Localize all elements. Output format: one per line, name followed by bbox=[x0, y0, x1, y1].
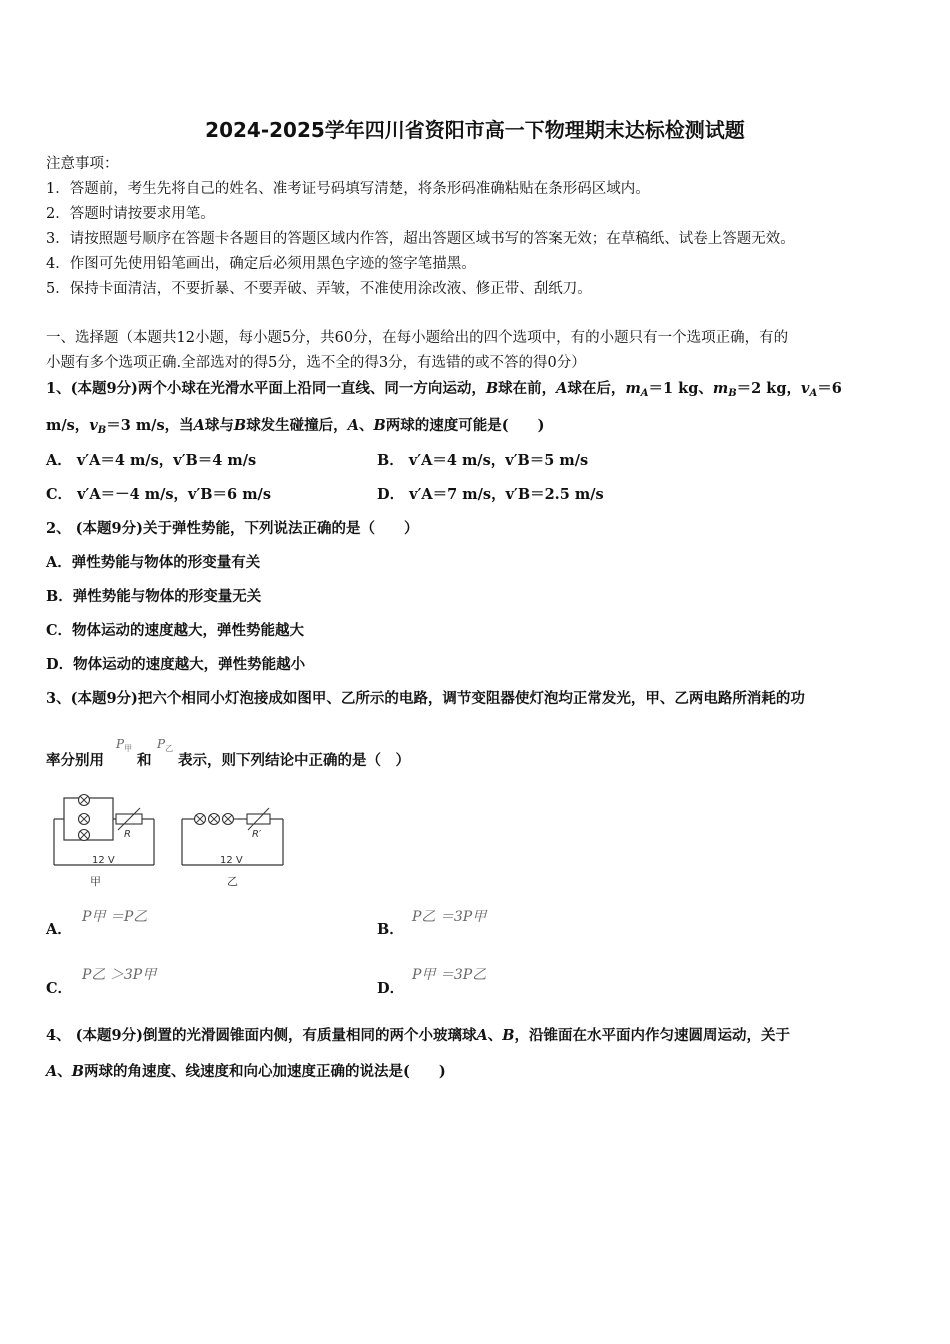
notice-item-4: 4．作图可先使用铅笔画出，确定后必须用黑色字迹的签字笔描黑。 bbox=[46, 256, 476, 272]
q1-option-b[interactable]: B． v′A＝4 m/s，v′B＝5 m/s bbox=[377, 452, 589, 469]
q3-p-jia: $P_甲$ bbox=[116, 737, 133, 753]
q4-stem-line2: A、B两球的角速度、线速度和向心加速度正确的说法是( ) bbox=[46, 1063, 446, 1080]
q2-option-a[interactable]: A．弹性势能与物体的形变量有关 bbox=[46, 554, 261, 571]
q3-option-d-formula[interactable]: P甲 ＝3P乙 bbox=[412, 967, 487, 983]
q3-option-d-label[interactable]: D． bbox=[377, 980, 405, 997]
q1-stem-line1: 1、(本题9分)两个小球在光滑水平面上沿同一直线、同一方向运动，B球在前，A球在后，$m_A=1$ kg、$m_B=2$ kg，$v_A=6$ bbox=[46, 380, 842, 399]
rheostat-left-label: R bbox=[124, 829, 131, 840]
q3-stem-line2-a: 率分别用 bbox=[46, 752, 104, 769]
notice-item-2: 2．答题时请按要求用笔。 bbox=[46, 206, 215, 222]
notice-item-5: 5．保持卡面清洁，不要折暴、不要弄破、弄皱，不准使用涂改液、修正带、刮纸刀。 bbox=[46, 281, 592, 297]
voltage-right: 12 V bbox=[220, 855, 243, 866]
q1-stem-line2: m/s，$v_B=3$ m/s，当A球与B球发生碰撞后，A、B两球的速度可能是( ) bbox=[46, 417, 545, 436]
q3-p-yi: $P_乙$ bbox=[157, 737, 174, 753]
q3-option-b-label[interactable]: B． bbox=[377, 921, 404, 938]
q3-stem-line1: 3、(本题9分)把六个相同小灯泡接成如图甲、乙所示的电路，调节变阻器使灯泡均正常发光，甲、乙两电路所消耗的功 bbox=[46, 690, 805, 707]
q2-option-c[interactable]: C．物体运动的速度越大，弹性势能越大 bbox=[46, 622, 305, 639]
voltage-left: 12 V bbox=[92, 855, 115, 866]
page-title: 2024-2025学年四川省资阳市高一下物理期末达标检测试题 bbox=[205, 118, 745, 142]
section-instructions-line2: 小题有多个选项正确.全部选对的得5分，选不全的得3分，有选错的或不答的得0分） bbox=[46, 355, 586, 371]
q3-option-c-formula[interactable]: P乙 ＞3P甲 bbox=[82, 967, 157, 983]
q3-option-a-label[interactable]: A． bbox=[46, 921, 72, 938]
section-instructions-line1: 一、选择题（本题共12小题，每小题5分，共60分，在每小题给出的四个选项中，有的小题只有一个选项正确，有的 bbox=[46, 330, 789, 346]
q2-option-d[interactable]: D．物体运动的速度越大，弹性势能越小 bbox=[46, 656, 306, 673]
q3-option-b-formula[interactable]: P乙 ＝3P甲 bbox=[412, 909, 487, 925]
q3-stem-line2-c: 表示，则下列结论中正确的是（ ） bbox=[178, 752, 410, 769]
notice-heading: 注意事项： bbox=[46, 156, 119, 172]
notice-item-3: 3．请按照题号顺序在答题卡各题目的答题区域内作答，超出答题区域书写的答案无效；在草稿纸、试卷上答题无效。 bbox=[46, 231, 795, 247]
circuit-diagram bbox=[46, 790, 296, 890]
q1-option-a[interactable]: A． v′A＝4 m/s，v′B＝4 m/s bbox=[46, 452, 257, 469]
q3-option-c-label[interactable]: C． bbox=[46, 980, 73, 997]
q2-stem: 2、 (本题9分)关于弹性势能，下列说法正确的是（ ） bbox=[46, 520, 419, 537]
q4-stem-line1: 4、 (本题9分)倒置的光滑圆锥面内侧，有质量相同的两个小玻璃球A、B，沿锥面在水平面内作匀速圆周运动，关于 bbox=[46, 1027, 790, 1044]
q1-option-c[interactable]: C． v′A＝－4 m/s，v′B＝6 m/s bbox=[46, 486, 271, 503]
q3-option-a-formula[interactable]: P甲 ＝P乙 bbox=[82, 909, 148, 925]
q3-stem-line2-b: 和 bbox=[137, 752, 152, 769]
q2-option-b[interactable]: B．弹性势能与物体的形变量无关 bbox=[46, 588, 262, 605]
figure-label-yi: 乙 bbox=[227, 875, 238, 888]
q1-option-d[interactable]: D． v′A＝7 m/s，v′B＝2.5 m/s bbox=[377, 486, 604, 503]
lamp-icon bbox=[79, 795, 90, 841]
notice-item-1: 1．答题前，考生先将自己的姓名、准考证号码填写清楚，将条形码准确粘贴在条形码区域内。 bbox=[46, 181, 650, 197]
figure-label-jia: 甲 bbox=[90, 875, 101, 888]
rheostat-right-label: R′ bbox=[252, 829, 262, 840]
